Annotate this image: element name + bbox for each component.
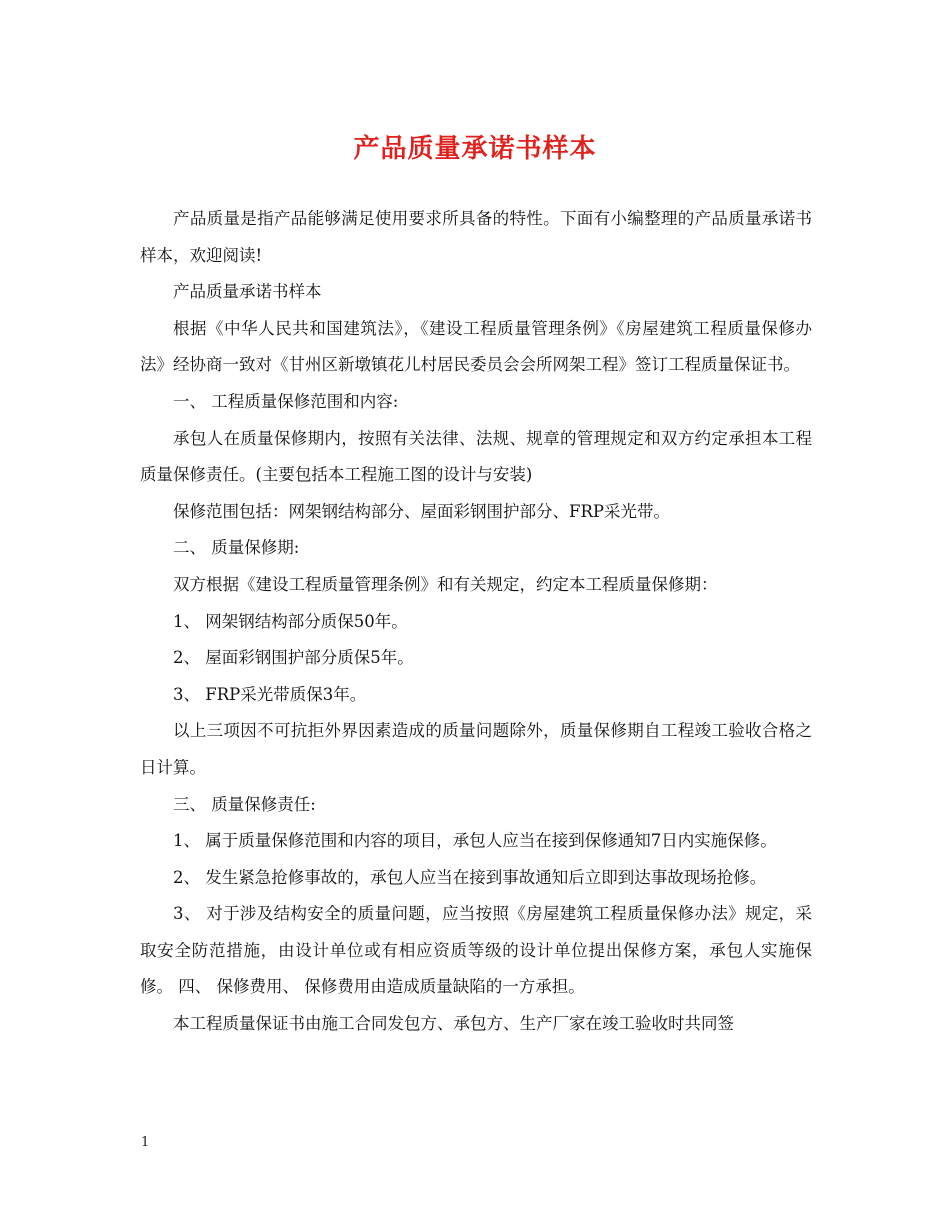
- list-item: 3、 FRP采光带质保3年。: [173, 684, 367, 704]
- paragraph-basis: 根据《中华人民共和国建筑法》，《建设工程质量管理条例》《房屋建筑工程质量保修办法》经协商一致对《甘州区新墩镇花儿村居民委员会会所网架工程》签订工程质量保证书。: [140, 318, 812, 375]
- paragraph-scope: 保修范围包括：网架钢结构部分、屋面彩钢围护部分、FRP采光带。: [173, 501, 670, 521]
- document-title: 产品质量承诺书样本: [353, 134, 597, 164]
- list-item: 2、 屋面彩钢围护部分质保5年。: [173, 648, 414, 668]
- paragraph-exception: 以上三项因不可抗拒外界因素造成的质量问题除外，质量保修期自工程竣工验收合格之日计算。: [140, 721, 812, 777]
- paragraph-closing: 本工程质量保证书由施工合同发包方、承包方、生产厂家在竣工验收时共同签: [173, 1014, 734, 1034]
- paragraph-subtitle: 产品质量承诺书样本: [173, 282, 322, 302]
- list-item: 1、 属于质量保修范围和内容的项目，承包人应当在接到保修通知7日内实施保修。: [173, 831, 777, 851]
- list-item: 3、 对于涉及结构安全的质量问题，应当按照《房屋建筑工程质量保修办法》规定，采取安全防范措施，由设计单位或有相应资质等级的设计单位提出保修方案，承包人实施保修。 四、 保修费用、 保修费用由造成质量缺陷的一方承担。: [140, 904, 812, 997]
- section-heading-1: 一、 工程质量保修范围和内容:: [173, 391, 399, 411]
- section-heading-3: 三、 质量保修责任:: [173, 794, 316, 814]
- page-number: 1: [141, 1135, 150, 1150]
- paragraph-responsibility: 承包人在质量保修期内，按照有关法律、法规、规章的管理规定和双方约定承担本工程质量保修责任。(主要包括本工程施工图的设计与安装): [140, 428, 812, 485]
- paragraph-intro: 产品质量是指产品能够满足使用要求所具备的特性。下面有小编整理的产品质量承诺书样本，欢迎阅读!: [140, 209, 812, 265]
- document-body: [140, 201, 812, 1043]
- section-heading-2: 二、 质量保修期:: [173, 538, 300, 558]
- paragraph-period: 双方根据《建设工程质量管理条例》和有关规定，约定本工程质量保修期：: [173, 574, 718, 594]
- list-item: 2、 发生紧急抢修事故的，承包人应当在接到事故通知后立即到达事故现场抢修。: [173, 867, 767, 887]
- list-item: 1、 网架钢结构部分质保50年。: [173, 611, 408, 631]
